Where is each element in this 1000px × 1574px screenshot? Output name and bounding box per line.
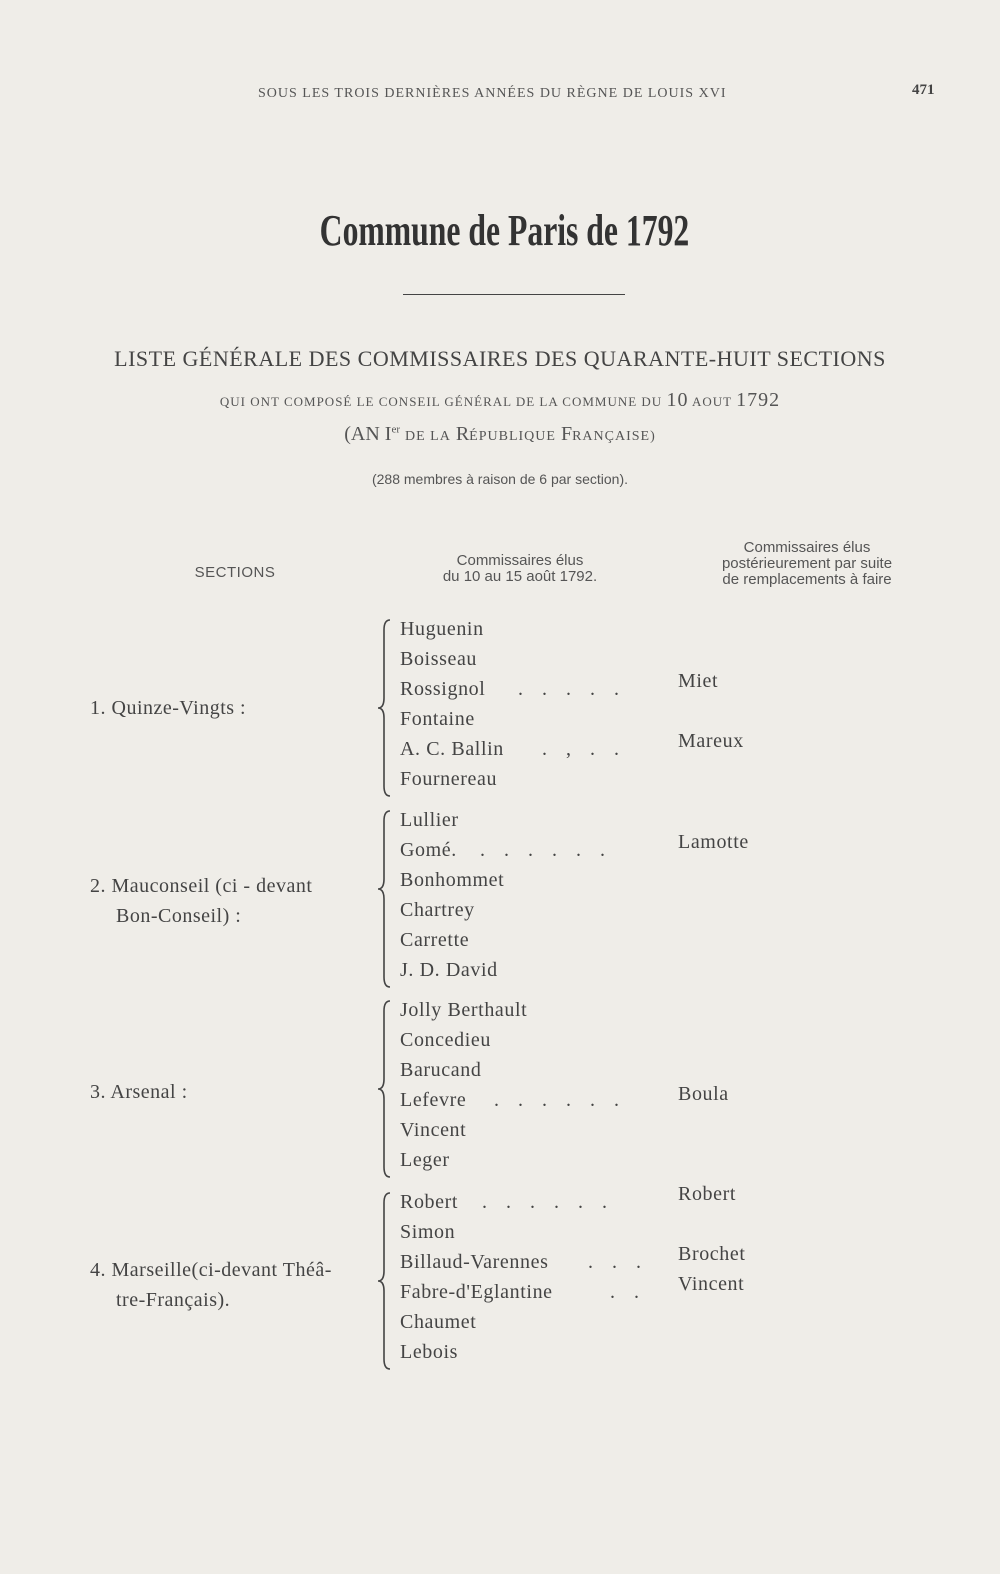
replacement-name: Vincent <box>678 1273 745 1295</box>
brace <box>378 999 392 1179</box>
replacement-name: Boula <box>678 1083 729 1105</box>
member-name: Chaumet <box>400 1311 477 1333</box>
section-name-line: 4. Marseille(ci-devant Théâ- <box>90 1259 332 1281</box>
member-name: Lefevre <box>400 1089 467 1111</box>
republique-rest: ÉPUBLIQUE <box>469 429 556 444</box>
replacement-name: Miet <box>678 670 719 692</box>
dot-leader: . . . <box>588 1251 648 1273</box>
members-note: (288 membres à raison de 6 par section). <box>371 471 628 487</box>
section-name-line: Bon-Conseil) : <box>116 905 242 927</box>
subheading-day: 10 <box>666 389 689 411</box>
member-name: Concedieu <box>400 1029 491 1051</box>
subheading-month: AOUT <box>692 394 732 409</box>
republic-year-line <box>0 423 1000 446</box>
section-name-line: tre-Français). <box>116 1289 231 1311</box>
dot-leader: . . . . . . <box>494 1089 626 1111</box>
member-name: Chartrey <box>400 899 475 921</box>
member-name: A. C. Ballin <box>400 738 504 760</box>
de-la-text: DE LA <box>405 429 451 444</box>
replacement-name: Lamotte <box>678 831 749 853</box>
member-name: Boisseau <box>400 648 478 670</box>
list-subheading <box>0 389 1000 412</box>
subheading-year: 1792 <box>736 389 781 411</box>
column-header-elected <box>410 553 630 585</box>
column-header-replacements-line3: de remplacements à faire <box>722 571 892 588</box>
section-name-line: 2. Mauconseil (ci - devant <box>90 875 313 897</box>
column-header-sections: SECTIONS <box>194 564 276 581</box>
column-header-elected-line1: Commissaires élus <box>456 552 584 569</box>
member-name: Huguenin <box>400 618 484 640</box>
member-name: Bonhommet <box>400 869 505 891</box>
column-header-replacements <box>692 540 922 588</box>
member-name: Fabre-d'Eglantine <box>400 1281 553 1303</box>
section-name <box>90 1077 188 1107</box>
member-name: Barucand <box>400 1059 482 1081</box>
section-name <box>90 871 312 931</box>
page-number: 471 <box>912 82 935 98</box>
brace <box>378 1191 392 1371</box>
page-title: Commune de Paris de 1792 <box>319 206 690 255</box>
brace <box>378 618 392 798</box>
republique-initial: R <box>455 423 470 445</box>
member-name: Vincent <box>400 1119 467 1141</box>
member-name: Fournereau <box>400 768 498 790</box>
member-name: Simon <box>400 1221 456 1243</box>
column-header-elected-line2: du 10 au 15 août 1792. <box>442 568 598 585</box>
section-name <box>90 693 246 723</box>
an-superscript: er <box>391 423 400 436</box>
francaise-rest: RANÇAISE) <box>572 429 656 444</box>
section-name-line: 1. Quinze-Vingts : <box>90 697 247 719</box>
section-name <box>90 1255 332 1315</box>
list-heading: LISTE GÉNÉRALE DES COMMISSAIRES DES QUARANTE-HUIT SECTIONS <box>114 346 886 371</box>
member-name: Robert <box>400 1191 459 1213</box>
column-header-replacements-line1: Commissaires élus <box>743 539 871 556</box>
member-name: Gomé. <box>400 839 457 861</box>
dot-leader: . . . . . . <box>482 1191 614 1213</box>
member-name: Leger <box>400 1149 450 1171</box>
replacement-name: Mareux <box>678 730 744 752</box>
dot-leader: . . <box>610 1281 646 1303</box>
section-name-line: 3. Arsenal : <box>90 1081 188 1103</box>
dot-leader: . . . . . <box>518 678 626 700</box>
replacement-name: Brochet <box>678 1243 746 1265</box>
member-name: Billaud-Varennes <box>400 1251 549 1273</box>
member-name: Carrette <box>400 929 470 951</box>
member-name: Jolly Berthault <box>400 999 528 1021</box>
running-head: SOUS LES TROIS DERNIÈRES ANNÉES DU RÈGNE DE LOUIS XVI <box>258 86 727 101</box>
brace <box>378 809 392 989</box>
dot-leader: . . . . . . <box>480 839 612 861</box>
member-name: Rossignol <box>400 678 486 700</box>
member-name: Fontaine <box>400 708 475 730</box>
an-label: (AN I <box>344 423 392 445</box>
francaise-initial: F <box>560 423 573 445</box>
member-name: J. D. David <box>400 959 498 981</box>
column-header-replacements-line2: postérieurement par suite <box>721 555 893 572</box>
member-name: Lullier <box>400 809 459 831</box>
title-rule <box>403 294 625 295</box>
replacement-name: Robert <box>678 1183 737 1205</box>
dot-leader: . , . . <box>542 738 626 760</box>
member-name: Lebois <box>400 1341 459 1363</box>
subheading-prefix: QUI ONT COMPOSÉ LE CONSEIL GÉNÉRAL DE LA COMMUNE DU <box>219 394 663 409</box>
